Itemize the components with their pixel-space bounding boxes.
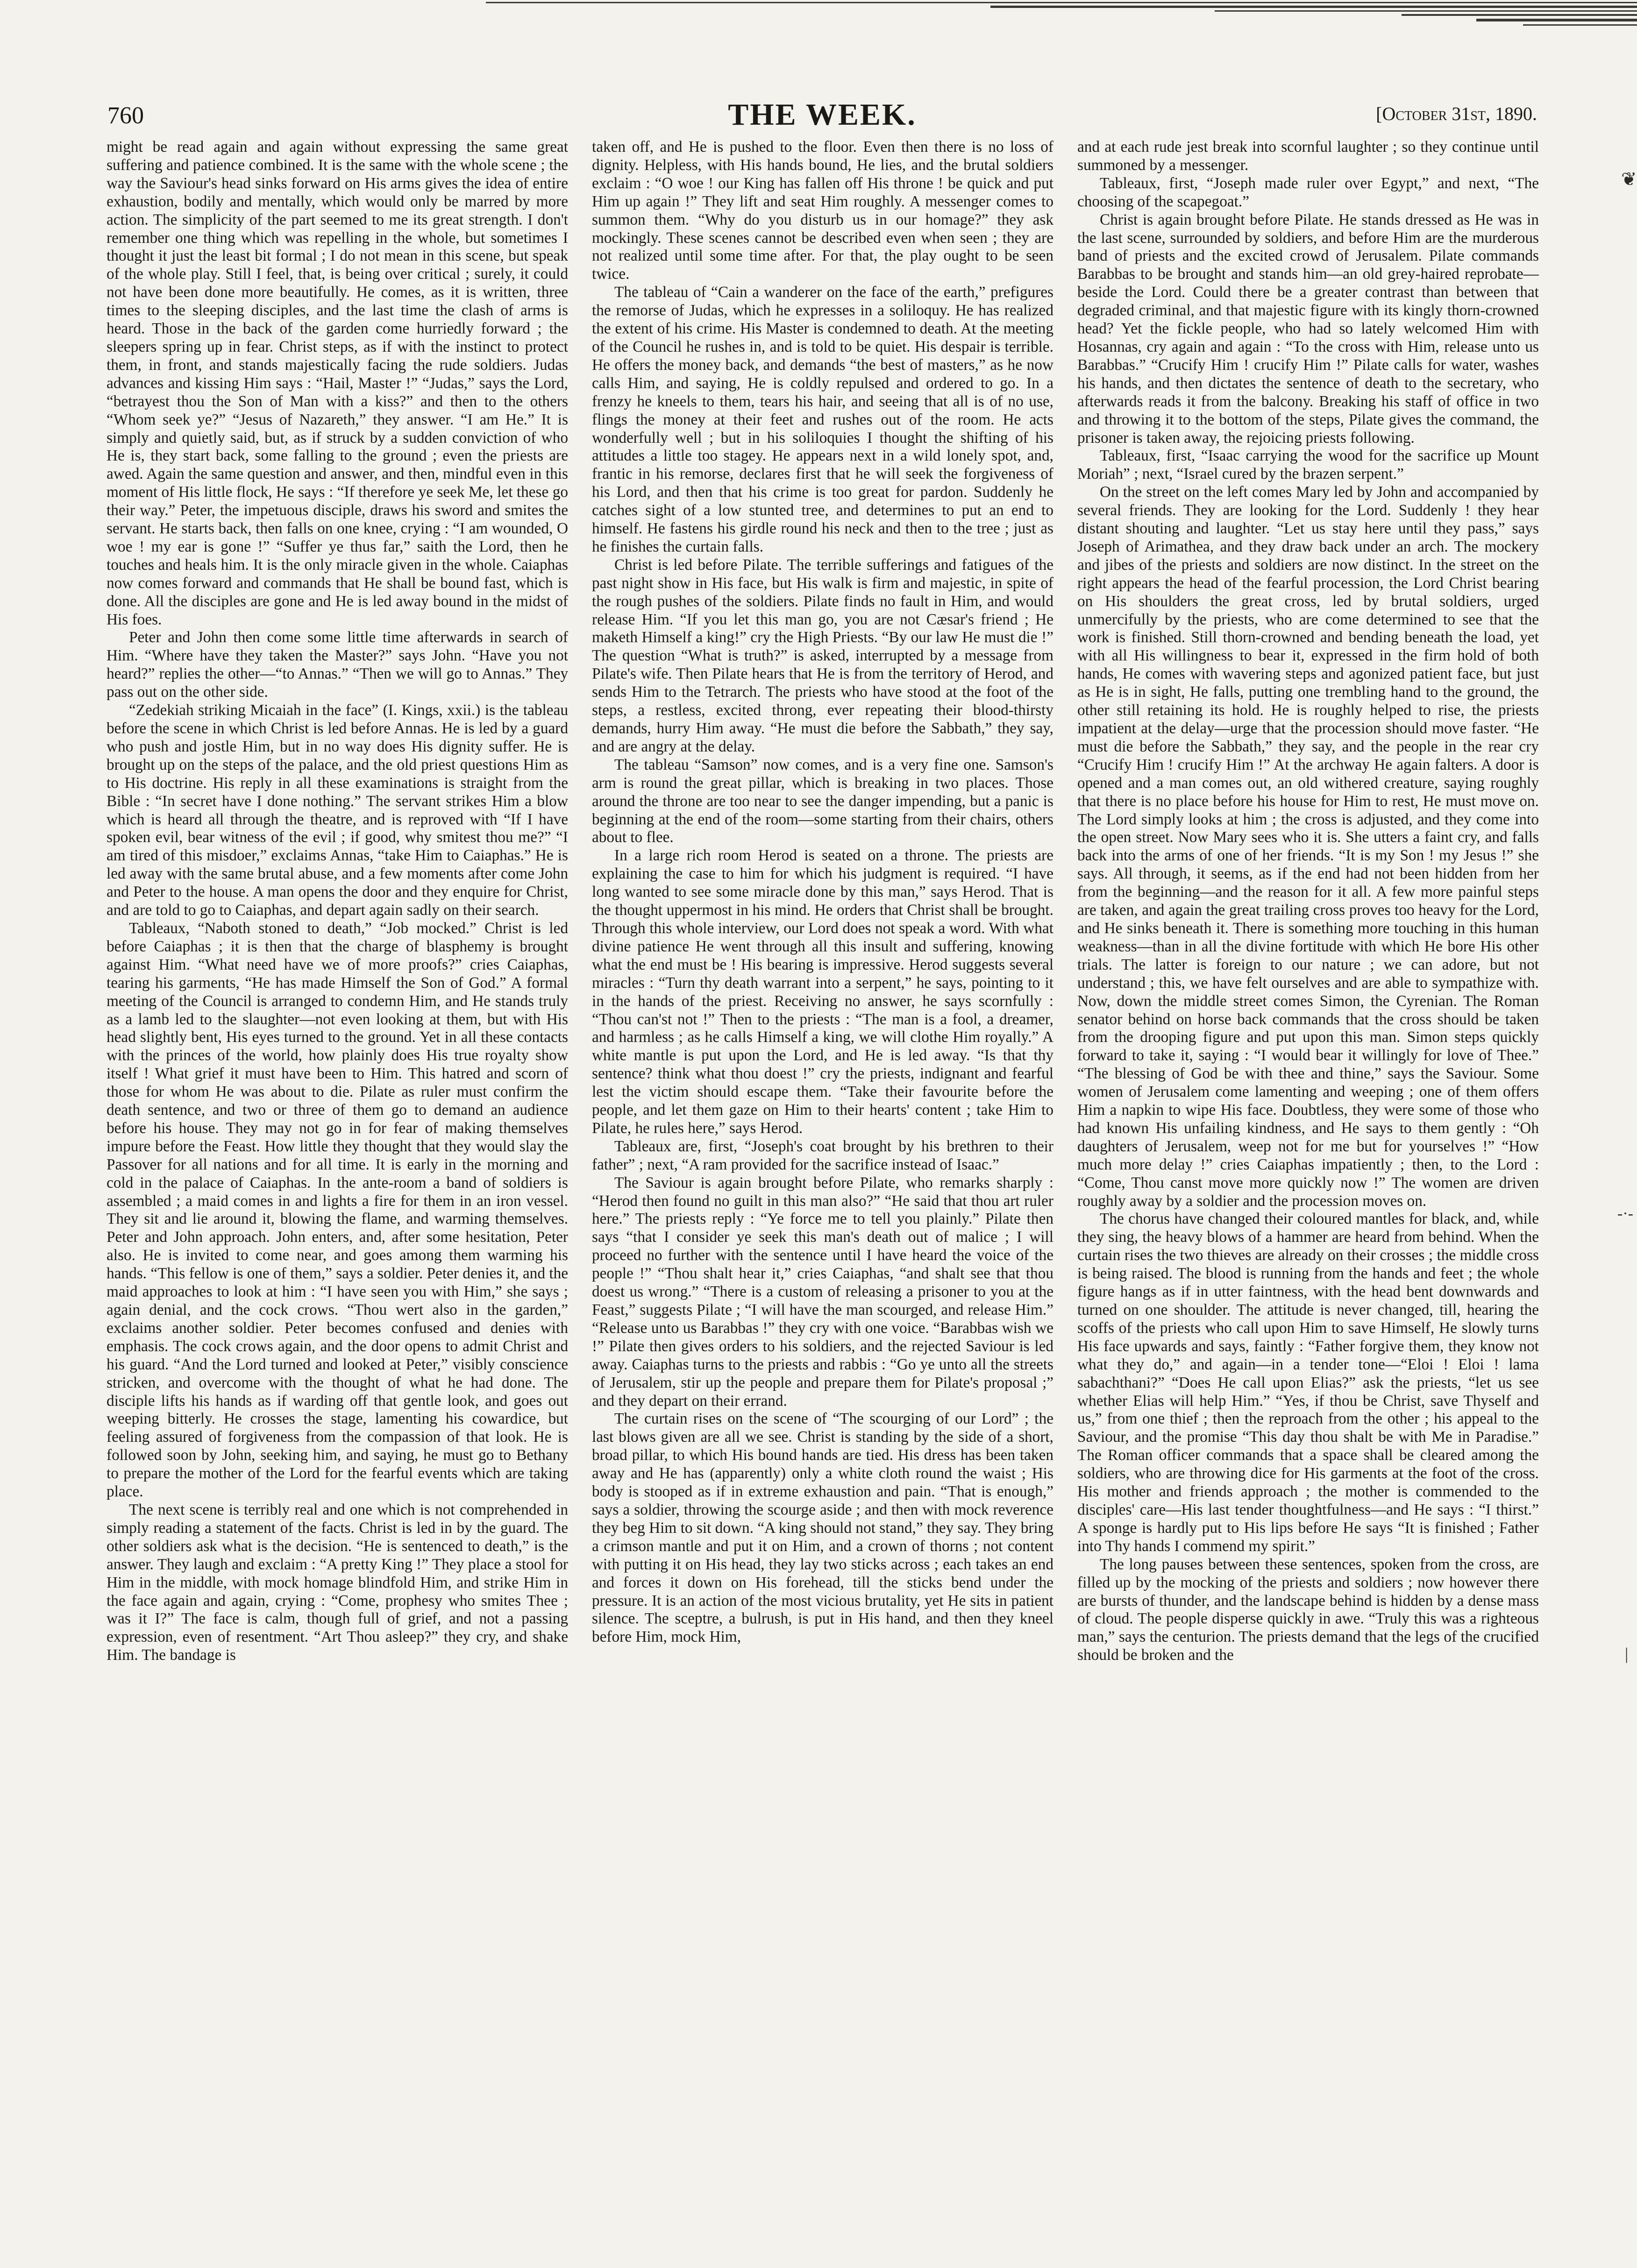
journal-title: THE WEEK. bbox=[728, 98, 917, 132]
page-header bbox=[107, 97, 1537, 139]
article-body bbox=[107, 138, 1539, 2207]
paragraph: The Saviour is again brought before Pilate, who remarks sharply : “Herod then found no guilt in this man also?” “He said that thou art ruler here.” The priests reply : “Ye force me to tell you plainly.” Pilate then says “that I consider ye seek this man's death out of malice ; I will proceed no further with the sentence until I have heard the voice of the people !” “Thou shalt hear it,” cries Caiaphas, “and shalt see that thou doest us wrong.” “There is a custom of releasing a prisoner to you at the Feast,” suggests Pilate ; “I will have the man scourged, and release Him.” “Release unto us Barabbas !” they cry with one voice. “Barabbas wish we !” Pilate then gives orders to his soldiers, and the rejected Saviour is led away. Caiaphas turns to the priests and rabbis : “Go ye unto all the streets of Jerusalem, stir up the people and prepare them for Pilate's proposal ;” and they depart on their errand. bbox=[592, 1174, 1053, 1410]
margin-mark: | bbox=[1625, 1644, 1629, 1663]
margin-mark: ❦ bbox=[1621, 169, 1637, 190]
text-column-1 bbox=[107, 138, 568, 2207]
issue-date: [October 31st, 1890. bbox=[1376, 103, 1537, 124]
paragraph: In a large rich room Herod is seated on a throne. The priests are explaining the case to him for which his judgment is required. “I have long wanted to see some miracle done by this man,” says Herod. That is the thought uppermost in his mind. He orders that Christ shall be brought. Through this whole interview, our Lord does not speak a word. With what divine patience He went through all this insult and suffering, knowing what the end must be ! His bearing is impressive. Herod suggests several miracles : “Turn thy death warrant into a serpent,” he says, pointing to it in the hands of the priest. Receiving no answer, he says scornfully : “Thou can'st not !” Then to the priests : “The man is a fool, a dreamer, and harmless ; as he calls Himself a king, we will clothe Him royally.” A white mantle is put upon the Lord, and He is led away. “Is that thy sentence? think what thou doest !” cry the priests, indignant and fearful lest the victim should escape them. “Take their favourite before the people, and let them gaze on Him to their hearts' content ; take Him to Pilate, he rules here,” says Herod. bbox=[592, 847, 1053, 1137]
paragraph: Tableaux, “Naboth stoned to death,” “Job mocked.” Christ is led before Caiaphas ; it is then that the charge of blasphemy is brought against Him. “What need have we of more proofs?” cries Caiaphas, tearing his garments, “He has made Himself the Son of God.” A formal meeting of the Council is arranged to condemn Him, and He stands truly as a lamb led to the slaughter—not even looking at them, but with His head slightly bent, His eyes turned to the ground. Yet in all these contacts with the princes of the world, how plainly does His true royalty show itself ! What grief it must have been to Him. This hatred and scorn of those for whom He was about to die. Pilate as ruler must confirm the death sentence, and two or three of them go to demand an audience before his house. They may not go in for fear of making themselves impure before the Feast. How little they thought that they would slay the Passover for all nations and for all time. It is early in the morning and cold in the palace of Caiaphas. In the ante-room a band of soldiers is assembled ; a maid comes in and lights a fire for them in an iron vessel. They sit and lie around it, blowing the flame, and warming themselves. Peter and John approach. John enters, and, after some hesitation, Peter also. He is invited to come near, and goes among them warming his hands. “This fellow is one of them,” says a soldier. Peter denies it, and the maid approaches to look at him : “I have seen you with Him,” she says ; again denial, and the cock crows. “Thou wert also in the garden,” exclaims another soldier. Peter becomes confused and denies with emphasis. The cock crows again, and the door opens to admit Christ and his guard. “And the Lord turned and looked at Peter,” visibly conscience stricken, and overcome with the thought of what he had done. The disciple lifts his hands as if warding off that gentle look, and goes out weeping bitterly. He crosses the stage, lamenting his cowardice, but feeling assured of forgiveness from the compassion of that look. He is followed soon by John, seeking him, and saying, he must go to Bethany to prepare the mother of the Lord for the fearful events which are taking place. bbox=[107, 919, 568, 1501]
page-number: 760 bbox=[107, 102, 144, 129]
paragraph: Christ is led before Pilate. The terrible sufferings and fatigues of the past night show in His face, but His walk is firm and majestic, in spite of the rough pushes of the soldiers. Pilate finds no fault in Him, and would release Him. “If you let this man go, you are not Cæsar's friend ; He maketh Himself a king!” cry the High Priests. “By our law He must die !” The question “What is truth?” is asked, interrupted by a message from Pilate's wife. Then Pilate hears that He is from the territory of Herod, and sends Him to the Tetrarch. The priests who have stood at the foot of the steps, a restless, excited throng, ever repeating their blood-thirsty demands, hurry Him away. “He must die before the Sabbath,” they say, and are angry at the delay. bbox=[592, 556, 1053, 755]
margin-mark: -·- bbox=[1617, 1205, 1633, 1222]
paragraph: The next scene is terribly real and one which is not comprehended in simply reading a statement of the facts. Christ is led in by the guard. The other soldiers ask what is the decision. “He is sentenced to death,” is the answer. They laugh and exclaim : “A pretty King !” They place a stool for Him in the middle, with mock homage blindfold Him, and strike Him in the face again and again, crying : “Come, prophesy who smites Thee ; was it I?” The face is calm, though full of grief, and not a passing expression, even of resentment. “Art Thou asleep?” they cry, and shake Him. The bandage is bbox=[107, 1501, 568, 1664]
top-edge-rule bbox=[0, 0, 1637, 56]
paragraph: The chorus have changed their coloured mantles for black, and, while they sing, the heavy blows of a hammer are heard from behind. When the curtain rises the two thieves are already on their crosses ; the middle cross is being raised. The blood is running from the hands and feet ; the whole figure hangs as if in utter faintness, with the head bent downwards and turned on one shoulder. The attitude is never changed, till, hearing the scoffs of the priests who call upon Him to save Himself, He slowly turns His face upwards and says, faintly : “Father forgive them, they know not what they do,” and again—in a tender tone—“Eloi ! Eloi ! lama sabachthani?” “Does He call upon Elias?” ask the priests, “let us see whether Elias will help Him.” “Yes, if thou be Christ, save Thyself and us,” from one thief ; then the reproach from the other ; his appeal to the Saviour, and the promise “This day thou shalt be with Me in Paradise.” The Roman officer commands that a space shall be cleared among the soldiers, who are throwing dice for His garments at the foot of the cross. His mother and friends approach ; the mother is commended to the disciples' care—His last tender thoughtfulness—and He says : “I thirst.” A sponge is hardly put to His lips before He says “It is finished ; Father into Thy hands I commend my spirit.” bbox=[1077, 1210, 1539, 1555]
paragraph: Tableaux, first, “Joseph made ruler over Egypt,” and next, “The choosing of the scapegoat.” bbox=[1077, 174, 1539, 210]
paragraph: Tableaux are, first, “Joseph's coat brought by his brethren to their father” ; next, “A ram provided for the sacrifice instead of Isaac.” bbox=[592, 1137, 1053, 1173]
paragraph: and at each rude jest break into scornful laughter ; so they continue until summoned by a messenger. bbox=[1077, 138, 1539, 174]
paragraph: On the street on the left comes Mary led by John and accompanied by several friends. They are looking for the Lord. Suddenly ! they hear distant shouting and laughter. “Let us stay here until they pass,” says Joseph of Arimathea, and they draw back under an arch. The mockery and jibes of the priests and soldiers are now distinct. In the street on the right appears the head of the fearful procession, the Lord Christ bearing on His shoulders the great cross, led by brutal soldiers, urged unmercifully by the priests, who are come determined to see that the work is finished. Still thorn-crowned and bending beneath the load, yet with all His willingness to bear it, expressed in the firm hold of both hands, He comes with wavering steps and agonized patient face, but just as He is in sight, He falls, putting one trembling hand to the ground, the other still retaining its hold. He is roughly helped to rise, the priests impatient at the delay—urge that the procession should move faster. “He must die before the Sabbath,” they say, and the people in the rear cry “Crucify Him ! crucify Him !” At the archway He again falters. A door is opened and a man comes out, an old withered creature, saying roughly that there is no place before his house for Him to rest, He must move on. The Lord simply looks at him ; the cross is adjusted, and they come into the open street. Now Mary sees who it is. She utters a faint cry, and falls back into the arms of one of her friends. “It is my Son ! my Jesus !” she says. All through, it seems, as if the end had not been hidden from her from the beginning—and the reason for it all. A few more painful steps are taken, and again the great trailing cross proves too heavy for the Lord, and He sinks beneath it. There is something more touching in this human weakness—than in all the divine fortitude with which He bore His other trials. The latter is foreign to our nature ; we can adore, but not understand ; this, we have felt ourselves and are able to sympathize with. Now, down the middle street comes Simon, the Cyrenian. The Roman senator behind on horse back commands that the cross should be taken from the drooping figure and put upon this man. Simon steps quickly forward to take it, saying : “I would bear it willingly for love of Thee.” “The blessing of God be with thee and thine,” says the Saviour. Some women of Jerusalem come lamenting and weeping ; one of them offers Him a napkin to wipe His face. Doubtless, they were some of those who had known His unfailing kindness, and He says to them gently : “Oh daughters of Jerusalem, weep not for me but for yourselves !” “How much more delay !” cries Caiaphas impatiently ; then, to the Lord : “Come, Thou canst move more quickly now !” The women are driven roughly away by a soldier and the procession moves on. bbox=[1077, 483, 1539, 1210]
paragraph: The tableau “Samson” now comes, and is a very fine one. Samson's arm is round the great pillar, which is breaking in two places. Those around the throne are too near to see the danger impending, but a panic is beginning at the end of the room—some starting from their chairs, others about to flee. bbox=[592, 756, 1053, 846]
paragraph: “Zedekiah striking Micaiah in the face” (I. Kings, xxii.) is the tableau before the scene in which Christ is led before Annas. He is led by a guard who push and jostle Him, but in no way does His dignity suffer. He is brought up on the steps of the palace, and the old priest questions Him as to His doctrine. His reply in all these examinations is straight from the Bible : “In secret have I done nothing.” The servant strikes Him a blow which is heard all through the theatre, and is reproved with “If I have spoken evil, bear witness of the evil ; if good, why smitest thou me?” “I am tired of this misdoer,” exclaims Annas, “take Him to Caiaphas.” He is led away with the same brutal abuse, and a few moments after come John and Peter to the house. A man opens the door and they enquire for Christ, and are told to go to Caiaphas, and depart again sadly on their search. bbox=[107, 702, 568, 919]
paragraph: The tableau of “Cain a wanderer on the face of the earth,” prefigures the remorse of Judas, which he expresses in a soliloquy. He has realized the extent of his crime. His Master is condemned to death. At the meeting of the Council he rushes in, and is told to be quiet. His despair is terrible. He offers the money back, and demands “the best of masters,” as he now calls Him, and saying, He is coldly repulsed and ordered to go. In a frenzy he kneels to them, tears his hair, and seeing that all is of no use, flings the money at their feet and rushes out of the room. He acts wonderfully well ; but in his soliloquies I thought the shifting of his attitudes a little too stagey. He appears next in a wild lonely spot, and, frantic in his remorse, declares first that he will seek the forgiveness of his Lord, and then that his crime is too great for pardon. Suddenly he catches sight of a low stunted tree, and determines to put an end to himself. He fastens his girdle round his neck and then to the tree ; just as he finishes the curtain falls. bbox=[592, 284, 1053, 555]
paragraph: Peter and John then come some little time afterwards in search of Him. “Where have they taken the Master?” says John. “Have you not heard?” replies the other—“to Annas.” “Then we will go to Annas.” They pass out on the other side. bbox=[107, 629, 568, 701]
paragraph: The long pauses between these sentences, spoken from the cross, are filled up by the mocking of the priests and soldiers ; now however there are bursts of thunder, and the landscape behind is hidden by a dense mass of cloud. The people disperse quickly in awe. “Truly this was a righteous man,” says the centurion. The priests demand that the legs of the crucified should be broken and the bbox=[1077, 1555, 1539, 1664]
text-column-3 bbox=[1077, 138, 1539, 2207]
paragraph: Christ is again brought before Pilate. He stands dressed as He was in the last scene, surrounded by soldiers, and before Him are the murderous band of priests and the excited crowd of Jerusalem. Pilate commands Barabbas to be brought and stands him—an old grey-haired reprobate—beside the Lord. Could there be a greater contrast than between that degraded criminal, and that majestic figure with its kingly thorn-crowned head? Yet the fickle people, who had so lately welcomed Him with Hosannas, cry again and again : “To the cross with Him, release unto us Barabbas.” “Crucify Him ! crucify Him !” Pilate calls for water, washes his hands, and then dictates the sentence of death to the secretary, who afterwards reads it from the balcony. Breaking his staff of office in two and throwing it to the bottom of the steps, Pilate gives the command, the prisoner is taken away, the rejoicing priests following. bbox=[1077, 211, 1539, 447]
paragraph: might be read again and again without expressing the same great suffering and patience combined. It is the same with the whole scene ; the way the Saviour's head sinks forward on His arms gives the idea of entire exhaustion, bodily and mentally, which would only be marred by more action. The simplicity of the part seemed to me its great strength. I don't remember one thing which was repelling in the whole, but sometimes I thought it just the least bit formal ; I do not mean in this scene, but speak of the whole play. Still I feel, that, is being over critical ; surely, it could not have been done more beautifully. He comes, as it is written, three times to the sleeping disciples, and the last time the clash of arms is heard. Those in the back of the garden come hurriedly forward ; the sleepers spring up in fear. Christ steps, as if with the instinct to protect them, in front, and stands majestically facing the rude soldiers. Judas advances and kissing Him says : “Hail, Master !” “Judas,” says the Lord, “betrayest thou the Son of Man with a kiss?” and then to the others “Whom seek ye?” “Jesus of Nazareth,” they answer. “I am He.” It is simply and quietly said, but, as if struck by a sudden conviction of who He is, they start back, some falling to the ground ; even the priests are awed. Again the same question and answer, and then, mindful even in this moment of His little flock, He says : “If therefore ye seek Me, let these go their way.” Peter, the impetuous disciple, draws his sword and smites the servant. He starts back, then falls on one knee, crying : “I am wounded, O woe ! my ear is gone !” “Suffer ye thus far,” saith the Lord, then he touches and heals him. It is the only miracle given in the whole. Caiaphas now comes forward and commands that He shall be bound fast, which is done. All the disciples are gone and He is led away bound in the midst of His foes. bbox=[107, 138, 568, 628]
paragraph: taken off, and He is pushed to the floor. Even then there is no loss of dignity. Helpless, with His hands bound, He lies, and the brutal soldiers exclaim : “O woe ! our King has fallen off His throne ! be quick and put Him up again !” They lift and seat Him roughly. A messenger comes to summon them. “Why do you disturb us in our homage?” they ask mockingly. These scenes cannot be described even when seen ; they are not realized until some time after. For that, the play ought to be seen twice. bbox=[592, 138, 1053, 283]
paragraph: The curtain rises on the scene of “The scourging of our Lord” ; the last blows given are all we see. Christ is standing by the side of a short, broad pillar, to which His bound hands are tied. His dress has been taken away and He has (apparently) only a white cloth round the waist ; His body is stooped as if in extreme exhaustion and pain. “That is enough,” says a soldier, throwing the scourge aside ; and then with mock reverence they beg Him to sit down. “A king should not stand,” they say. They bring a crimson mantle and put it on Him, and a crown of thorns ; not content with putting it on His head, they lay two sticks across ; each takes an end and forces it down on His forehead, till the sticks bend under the pressure. It is an action of the most vicious brutality, yet He sits in patient silence. The sceptre, a bulrush, is put in His hand, and then they kneel before Him, mock Him, bbox=[592, 1410, 1053, 1646]
paragraph: Tableaux, first, “Isaac carrying the wood for the sacrifice up Mount Moriah” ; next, “Israel cured by the brazen serpent.” bbox=[1077, 447, 1539, 483]
text-column-2 bbox=[592, 138, 1053, 2207]
